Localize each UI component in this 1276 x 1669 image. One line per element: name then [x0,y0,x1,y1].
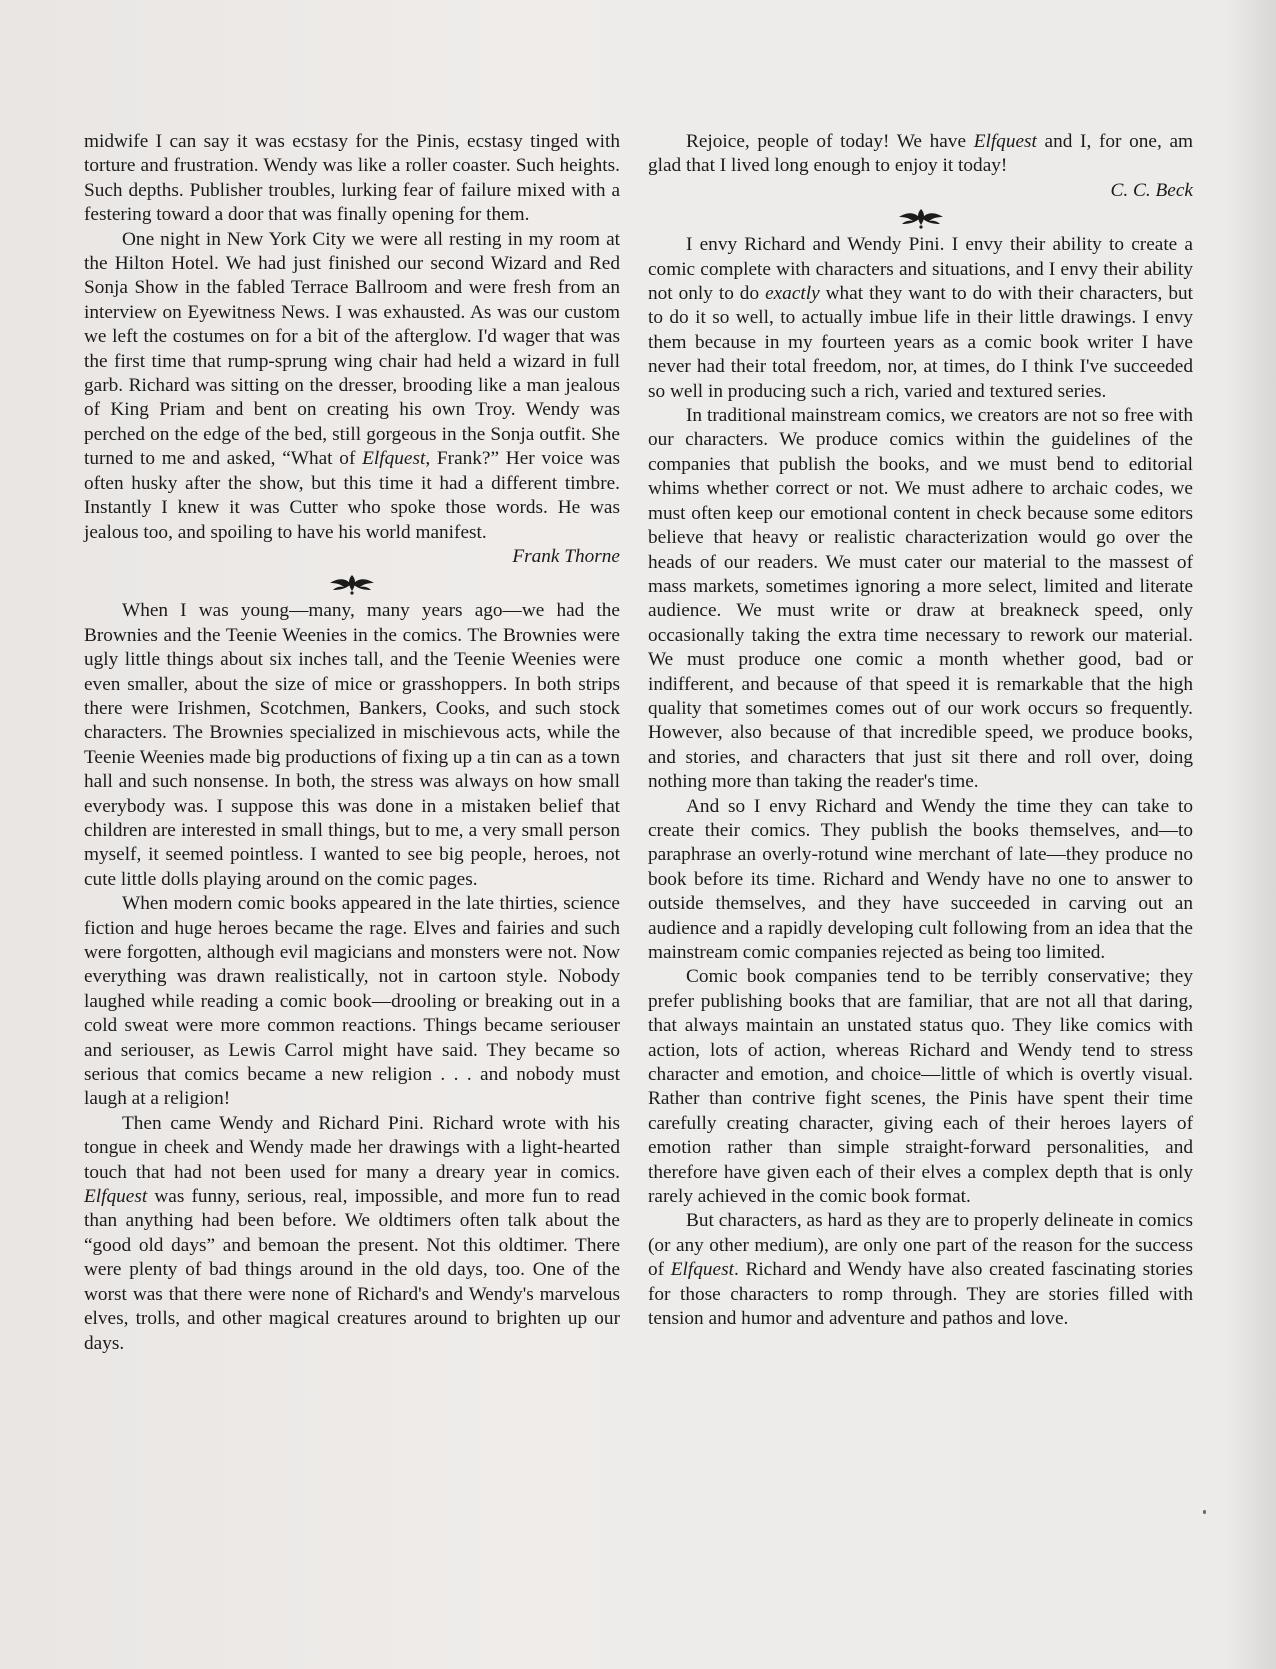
fleuron-ornament-icon [326,571,378,595]
paragraph: Rejoice, people of today! We have Elfquest and I, for one, am glad that I lived long enough to enjoy it today! [648,131,1193,177]
paragraph: And so I envy Richard and Wendy the time they can take to create their comics. They publish the books themselves, and—to paraphrase an overly-rotund wine merchant of late—they produce no book before its time. Richard and Wendy have no one to answer to outside themselves, and they have succeeded in carving out an audience and a rapidly developing cult following from an idea that the mainstream comic companies rejected as being too limited. [648,795,1193,963]
paragraph: Comic book companies tend to be terribly conservative; they prefer publishing books that are familiar, that are not all that daring, that always maintain an unstated status quo. They like comics with action, lots of action, whereas Richard and Wendy tend to stress character and emotion, and choice—little of which is overtly visual. Rather than contrive fight scenes, the Pinis have spent their time carefully creating character, giving each of their heroes layers of emotion rather than simple straight-forward personalities, and therefore have given each of their elves a complex depth that is only rarely achieved in the comic book format. [648,966,1193,1208]
paragraph: When I was young—many, many years ago—we had the Brownies and the Teenie Weenies in the comics. The Brownies were ugly little things about six inches tall, and the Teenie Weenies were even smaller, about the size of mice or grasshoppers. In both strips there were Irishmen, Scotchmen, Bankers, Cooks, and such stock characters. The Brownies specialized in mischievous acts, while the Teenie Weenies made big productions of fixing up a tin can as a town hall and such nonsense. In both, the stress was always on how small everybody was. I suppose this was done in a mistaken belief that children are interested in small things, but to me, a very small person myself, it seemed pointless. I wanted to see big people, heroes, not cute little dolls playing around on the comic pages. [84,600,620,890]
paragraph: One night in New York City we were all resting in my room at the Hilton Hotel. We had just finished our second Wizard and Red Sonja Show in the fabled Terrace Ballroom and were fresh from an interview on Eyewitness News. I was exhausted. As was our custom we left the costumes on for a bit of the afterglow. I'd wager that was the first time that rump-sprung wing chair had held a wizard in full garb. Richard was sitting on the dresser, brooding like a man jealous of King Priam and bent on creating his own Troy. Wendy was perched on the edge of the bed, still gorgeous in the Sonja outfit. She turned to me and asked, “What of Elfquest, Frank?” Her voice was often husky after the show, but this time it had a different timbre. Instantly I knew it was Cutter who spoke those words. He was jealous too, and spoiling to have his world manifest. [84,228,620,543]
fleuron-ornament-icon [895,205,947,229]
paragraph: When modern comic books appeared in the late thirties, science fiction and huge heroes became the rage. Elves and fairies and such were forgotten, although evil magicians and monsters were not. Now everything was drawn realistically, not in cartoon style. Nobody laughed while reading a comic book—drooling or breaking out in a cold sweat were more common reactions. Things became seriouser and seriouser, as Lewis Carrol might have said. They became so serious that comics became a new religion . . . and nobody must laugh at a religion! [84,893,620,1110]
paragraph: Then came Wendy and Richard Pini. Richard wrote with his tongue in cheek and Wendy made her drawings with a light-hearted touch that had not been used for many a dreary year in comics. Elfquest was funny, serious, real, impossible, and more fun to read than anything had been before. We oldtimers often talk about the “good old days” and bemoan the present. Not this oldtimer. There were plenty of bad things around in the old days, too. One of the worst was that there were none of Richard's and Wendy's marvelous elves, trolls, and other magical creatures around to brighten up our days. [84,1112,620,1354]
author-signature: Frank Thorne [512,545,620,567]
author-signature: C. C. Beck [1110,179,1193,201]
paragraph: But characters, as hard as they are to properly delineate in comics (or any other medium), are only one part of the reason for the success of Elfquest. Richard and Wendy have also created fascinating stories for those characters to romp through. They are stories filled with tension and humor and adventure and pathos and love. [648,1210,1193,1330]
paragraph: I envy Richard and Wendy Pini. I envy their ability to create a comic complete with characters and situations, and I envy their ability not only to do exactly what they want to do with their characters, but to do it so well, to actually imbue life in their little drawings. I envy them because in my fourteen years as a comic book writer I have never had their total freedom, nor, at times, do I think I've succeeded so well in producing such a rich, varied and textured series. [648,234,1193,402]
paragraph: midwife I can say it was ecstasy for the Pinis, ecstasy tinged with torture and frustration. Wendy was like a roller coaster. Such heights. Such depths. Publisher troubles, lurking fear of failure mixed with a festering toward a door that was finally opening for them. [84,131,620,226]
page-speck [1203,1510,1206,1514]
right-column [648,130,1193,1332]
paragraph: In traditional mainstream comics, we creators are not so free with our characters. We produce comics within the guidelines of the companies that publish the books, and we must bend to editorial whims whether correct or not. We must adhere to archaic codes, we must often keep our emotional content in check because some editors believe that heavy or realistic characterization would go over the heads of our readers. We must cater our material to the massest of mass markets, sometimes ignoring a more select, limited and literate audience. We must write or draw at breakneck speed, only occasionally taking the extra time necessary to rework our material. We must produce one comic a month whether good, bad or indifferent, and because of that speed it is remarkable that the high quality that sometimes comes out of our work occurs so frequently. However, also because of that incredible speed, we produce books, and stories, and characters that just sit there and roll over, doing nothing more than taking the reader's time. [648,405,1193,793]
left-column [84,130,620,1356]
